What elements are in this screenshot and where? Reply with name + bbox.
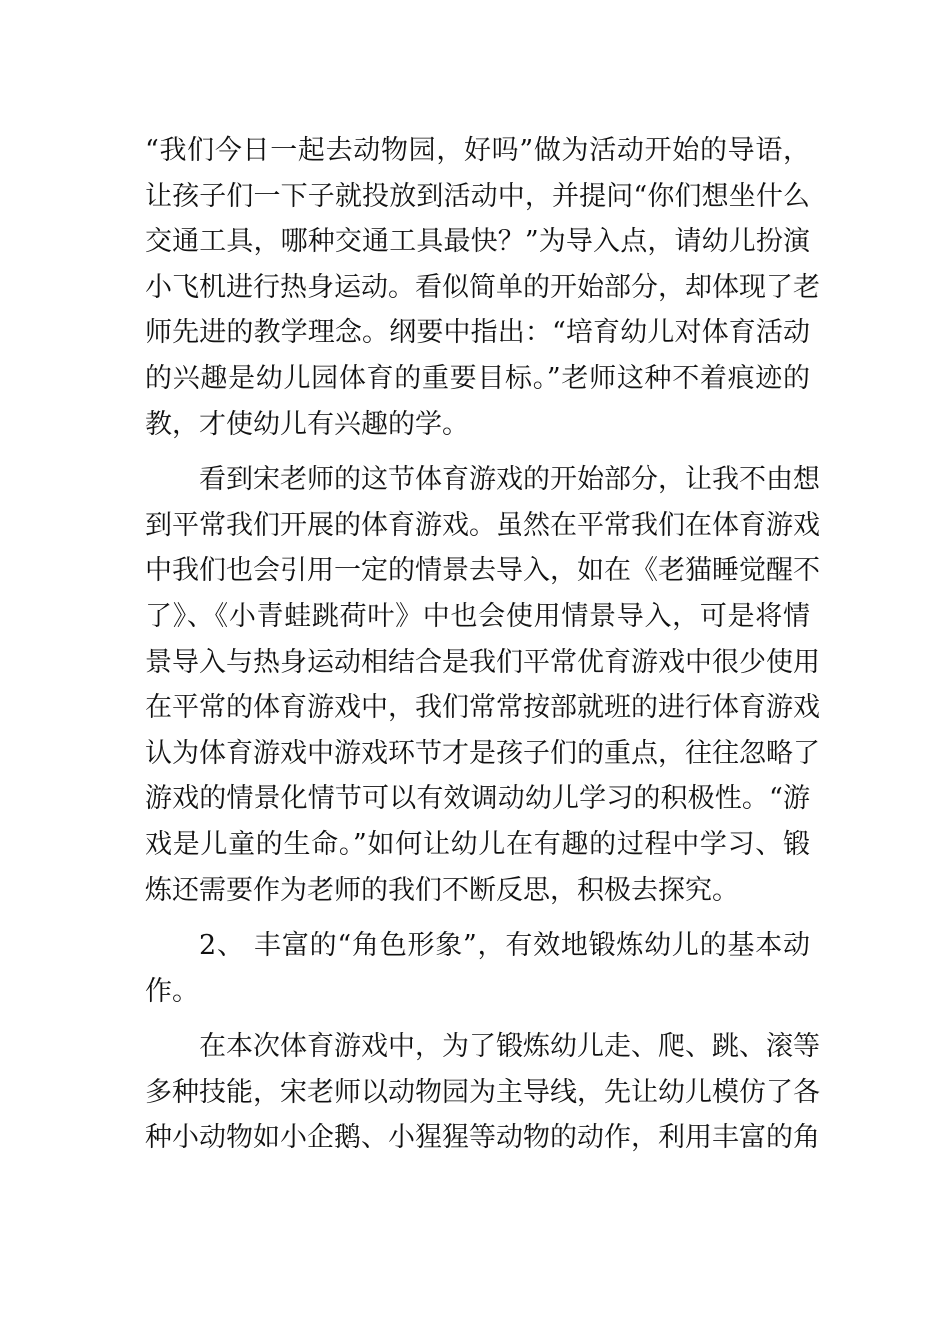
text-line: 种小动物如小企鹅、小猩猩等动物的动作，利用丰富的角 <box>145 1122 820 1154</box>
text-line: 景导入与热身运动相结合是我们平常优育游戏中很少使用 <box>145 646 820 678</box>
text-line: 在平常的体育游戏中，我们常常按部就班的进行体育游戏 <box>145 692 820 724</box>
text-line: 小飞机进行热身运动。看似简单的开始部分，却体现了老 <box>145 271 820 303</box>
text-line: 交通工具，哪种交通工具最快？”为导入点，请幼儿扮演 <box>145 226 810 258</box>
text-line: 认为体育游戏中游戏环节才是孩子们的重点，往往忽略了 <box>145 737 820 769</box>
text-line: 炼还需要作为老师的我们不断反思，积极去探究。 <box>145 874 739 906</box>
text-line: 戏是儿童的生命。”如何让幼儿在有趣的过程中学习、锻 <box>145 828 810 860</box>
text-line: 在本次体育游戏中，为了锻炼幼儿走、爬、跳、滚等 <box>199 1031 820 1063</box>
text-line: 到平常我们开展的体育游戏。虽然在平常我们在体育游戏 <box>145 509 820 541</box>
paragraph-4 <box>145 1024 820 1161</box>
paragraph-3-heading <box>145 923 810 1014</box>
section-heading-line: 2、 丰富的“角色形象”，有效地锻炼幼儿的基本动 <box>199 930 810 962</box>
text-line: 让孩子们一下子就投放到活动中，并提问“你们想坐什么 <box>145 180 810 212</box>
text-line: 的兴趣是幼儿园体育的重要目标。”老师这种不着痕迹的 <box>145 362 810 394</box>
text-line: 作。 <box>145 975 199 1007</box>
paragraph-2 <box>145 457 820 913</box>
text-line: 看到宋老师的这节体育游戏的开始部分，让我不由想 <box>199 464 820 496</box>
text-line: 中我们也会引用一定的情景去导入，如在《老猫睡觉醒不 <box>145 555 820 587</box>
paragraph-1 <box>145 128 820 447</box>
text-line: 了》、《小青蛙跳荷叶》中也会使用情景导入，可是将情 <box>145 600 810 632</box>
text-line: “我们今日一起去动物园，好吗”做为活动开始的导语， <box>145 135 810 166</box>
text-line: 游戏的情景化情节可以有效调动幼儿学习的积极性。“游 <box>145 783 810 815</box>
text-line: 师先进的教学理念。纲要中指出：“培育幼儿对体育活动 <box>145 317 810 349</box>
text-line: 多种技能，宋老师以动物园为主导线，先让幼儿模仿了各 <box>145 1076 820 1108</box>
body-text <box>145 128 820 1161</box>
text-line: 教，才使幼儿有兴趣的学。 <box>145 408 469 440</box>
